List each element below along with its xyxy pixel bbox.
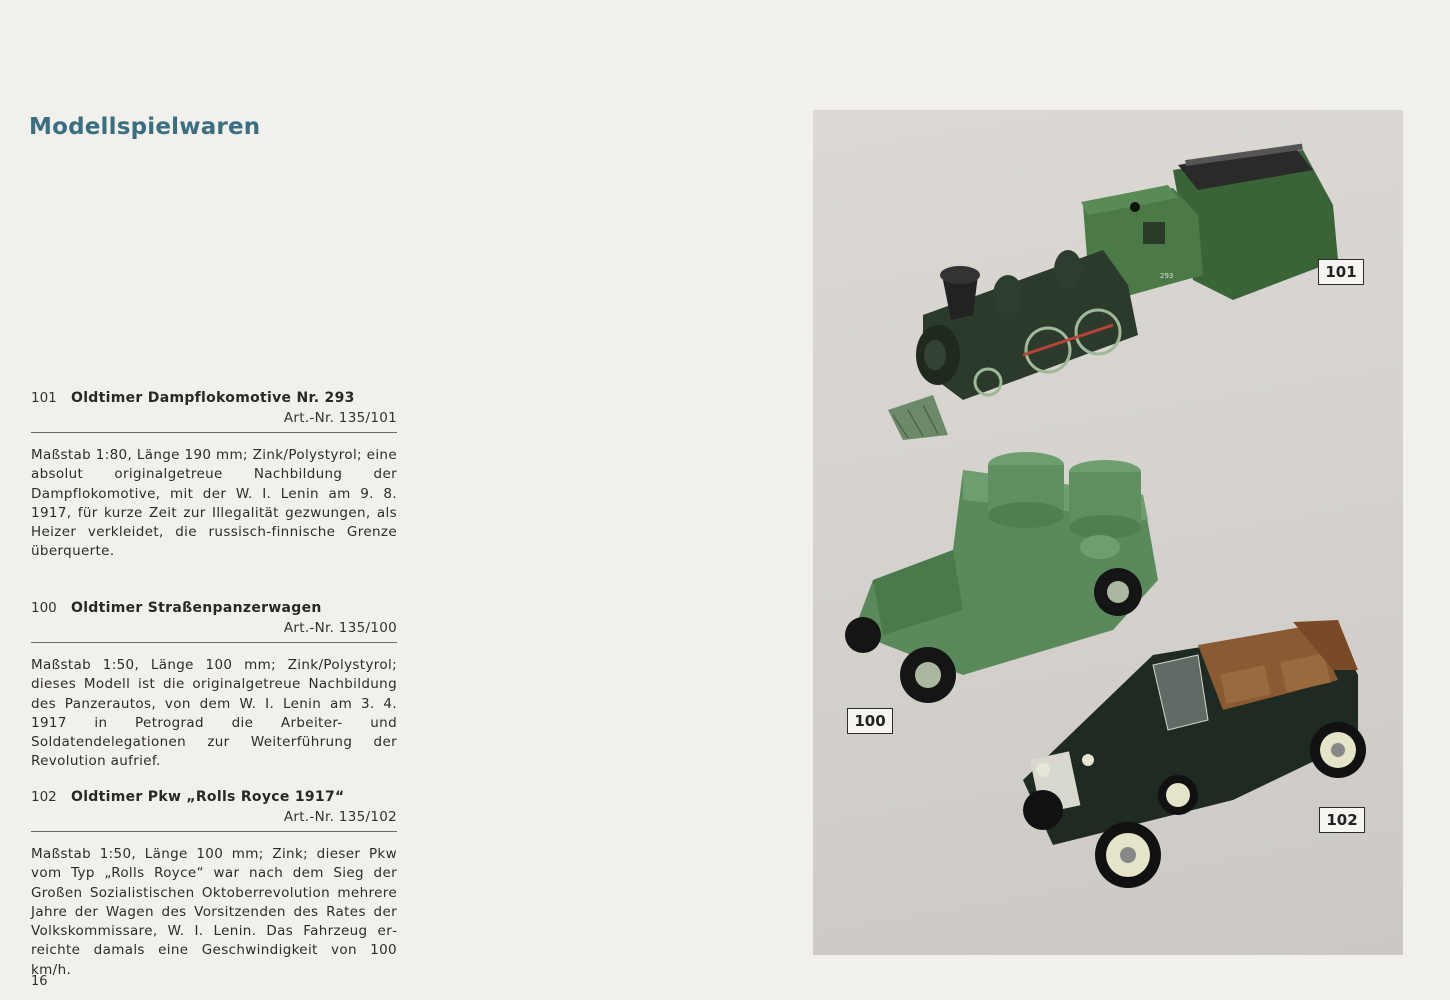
entry-description: Maßstab 1:80, Länge 190 mm; Zink/Polystyrol; eine absolut originalgetreue Nachbildung der Dampflokomotive, mit der W. I. Lenin am 9. 8. 1917, für kurze Zeit zur Illegalität gezwungen, als Heizer verkleidet, die russisch-finnische Grenze überquerte. — [31, 447, 397, 560]
divider — [31, 831, 397, 832]
catalog-entry-102 — [31, 788, 397, 980]
entry-name: Oldtimer Dampflokomotive Nr. 293 — [71, 390, 355, 406]
entry-number: 101 — [31, 390, 57, 406]
divider — [31, 432, 397, 433]
catalog-entry-100 — [31, 599, 397, 772]
entry-article-number: Art.-Nr. 135/100 — [283, 620, 397, 636]
armored-car-model — [845, 452, 1158, 703]
catalog-entry-101 — [31, 389, 397, 562]
entry-article-number: Art.-Nr. 135/101 — [283, 410, 397, 426]
entry-number: 102 — [31, 789, 57, 805]
photo-label-101: 101 — [1318, 259, 1364, 285]
product-photo — [813, 110, 1403, 955]
entry-heading — [31, 389, 397, 408]
photo-label-100: 100 — [847, 708, 893, 734]
model-illustrations — [813, 110, 1403, 955]
photo-label-102: 102 — [1319, 807, 1365, 833]
entry-name: Oldtimer Pkw „Rolls Royce 1917“ — [71, 789, 345, 805]
entry-description: Maßstab 1:50, Länge 100 mm; Zink; dieser Pkw vom Typ „Rolls Royce“ war nach dem Sieg der Großen Sozialistischen Oktoberrevolution mehrere Jahre der Wagen des Vorsitzenden des Rates der Volkskommissare, W. I. Lenin. Das Fahrzeug erreichte damals eine Geschwindigkeit von 100 km/h. — [31, 846, 397, 978]
locomotive-model — [888, 144, 1338, 440]
entry-heading — [31, 788, 397, 807]
divider — [31, 642, 397, 643]
entry-description: Maßstab 1:50, Länge 100 mm; Zink/Polystyrol; dieses Modell ist die originalgetreue Nachbildung des Panzerautos, von dem W. I. Lenin am 3. 4. 1917 in Petrograd die Arbeiter- und Soldatendelegationen zur Weiterführung der Revolution aufrief. — [31, 657, 397, 770]
entry-number: 100 — [31, 600, 57, 616]
rolls-royce-model — [1023, 620, 1366, 888]
entry-heading — [31, 599, 397, 618]
locomotive-number-text: 293 — [1160, 272, 1174, 280]
entry-name: Oldtimer Straßenpanzerwagen — [71, 600, 322, 616]
page-title: Modellspielwaren — [29, 114, 261, 140]
entry-article-number: Art.-Nr. 135/102 — [283, 809, 397, 825]
page-number: 16 — [31, 974, 48, 989]
